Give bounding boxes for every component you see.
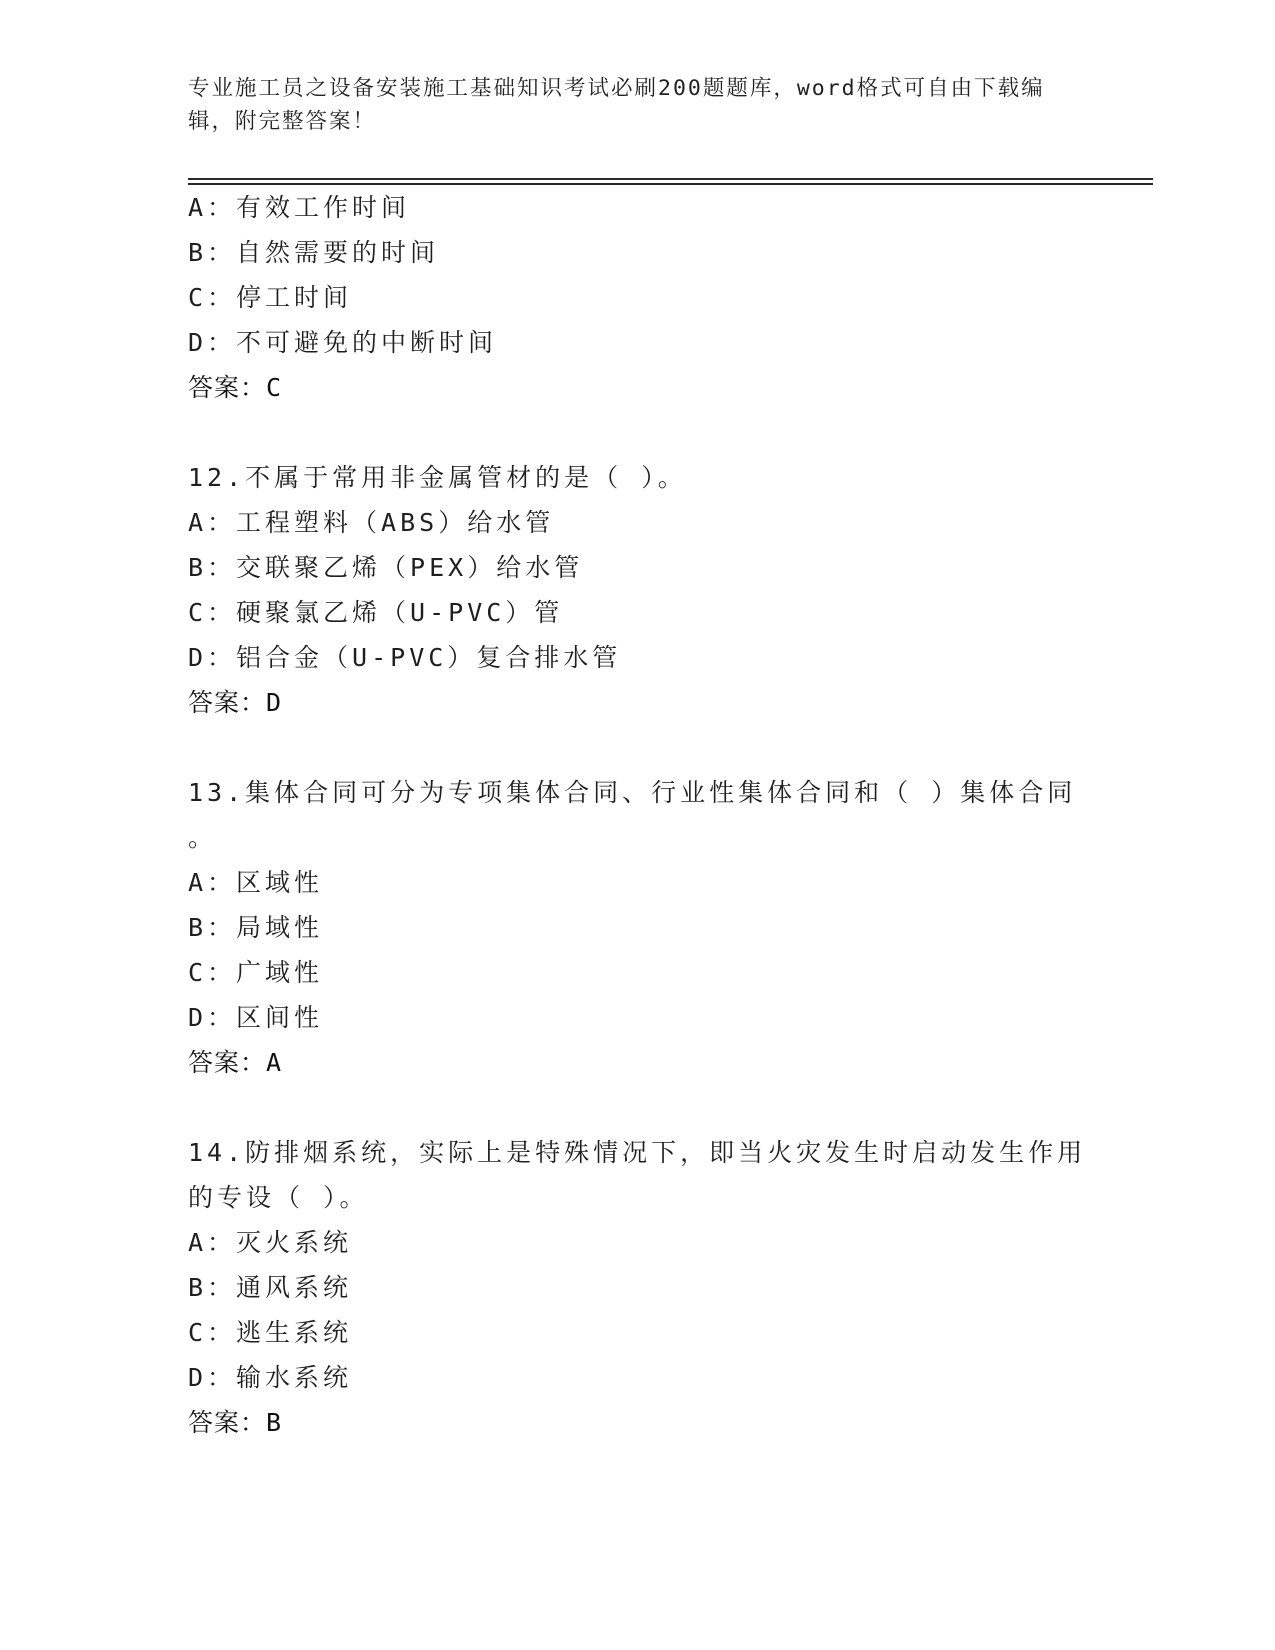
- q11-option-c: C：停工时间: [188, 283, 353, 312]
- q13-stem-continued: 。: [188, 823, 218, 852]
- q14-option-b: B：通风系统: [188, 1273, 353, 1302]
- q14-option-a: A：灭火系统: [188, 1228, 353, 1257]
- q12-option-a: A：工程塑料（ABS）给水管: [188, 508, 555, 537]
- answer-value: B: [266, 1408, 283, 1437]
- answer-value: D: [266, 688, 283, 717]
- answer-value: C: [266, 373, 283, 402]
- q14-answer: [188, 1408, 282, 1438]
- header-divider-top: [188, 178, 1153, 180]
- answer-label: 答案：: [188, 373, 267, 402]
- q12-answer: [188, 688, 282, 718]
- q13-answer: [188, 1048, 282, 1078]
- answer-label: 答案：: [188, 1048, 267, 1077]
- q13-option-d: D：区间性: [188, 1003, 324, 1032]
- q14-option-c: C：逃生系统: [188, 1318, 353, 1347]
- q13-option-b: B：局域性: [188, 913, 324, 942]
- header-divider-bottom: [188, 183, 1153, 185]
- q14-stem-continued: 的专设（ ）。: [188, 1183, 369, 1212]
- q11-option-a: A：有效工作时间: [188, 193, 411, 222]
- document-header: 专业施工员之设备安装施工基础知识考试必刷200题题库，word格式可自由下载编辑，附完整答案！: [188, 76, 1045, 134]
- q14-option-d: D：输水系统: [188, 1363, 353, 1392]
- q12-option-b: B：交联聚乙烯（PEX）给水管: [188, 553, 584, 582]
- q12-option-d: D：铝合金（U-PVC）复合排水管: [188, 643, 622, 672]
- answer-label: 答案：: [188, 688, 267, 717]
- answer-label: 答案：: [188, 1408, 267, 1437]
- q14-stem: 14.防排烟系统，实际上是特殊情况下，即当火灾发生时启动发生作用: [188, 1138, 1087, 1167]
- q11-option-d: D：不可避免的中断时间: [188, 328, 498, 357]
- q12-option-c: C：硬聚氯乙烯（U-PVC）管: [188, 598, 564, 627]
- q11-option-b: B：自然需要的时间: [188, 238, 440, 267]
- q13-option-a: A：区域性: [188, 868, 324, 897]
- q13-option-c: C：广域性: [188, 958, 324, 987]
- q13-stem: 13.集体合同可分为专项集体合同、行业性集体合同和（ ）集体合同: [188, 778, 1077, 807]
- q11-answer: [188, 373, 282, 403]
- q12-stem: 12.不属于常用非金属管材的是（ ）。: [188, 463, 687, 492]
- answer-value: A: [266, 1048, 283, 1077]
